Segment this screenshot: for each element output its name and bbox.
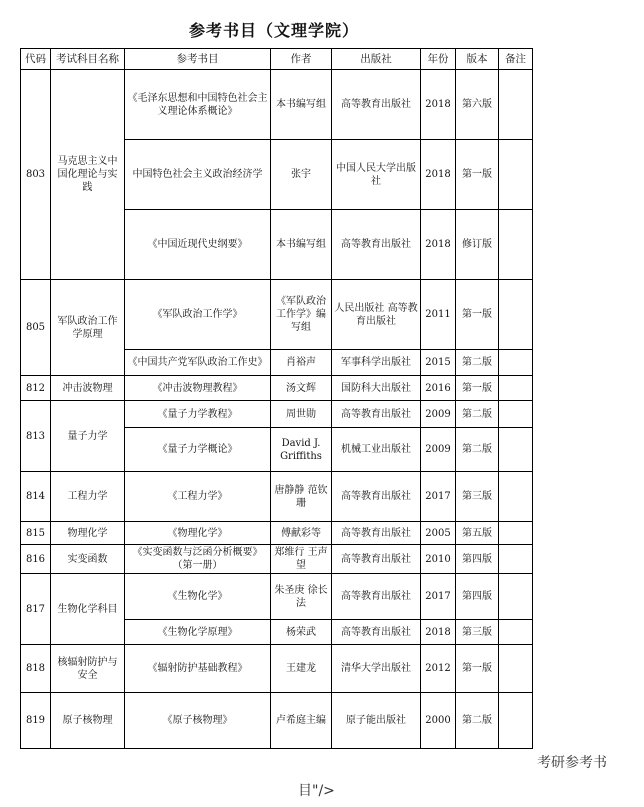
- cell-edition: 第二版: [456, 693, 499, 749]
- cell-publisher: 高等教育出版社: [332, 401, 421, 428]
- cell-year: 2018: [421, 620, 456, 645]
- cell-book-title: 《量子力学概论》: [125, 428, 271, 472]
- cell-subject: 物理化学: [51, 522, 125, 545]
- table-row: [21, 522, 533, 545]
- cell-publisher: 人民出版社 高等教育出版社: [332, 280, 421, 350]
- cell-book-title: 《辐射防护基础教程》: [125, 645, 271, 693]
- cell-code: 814: [21, 472, 51, 522]
- cell-publisher: 高等教育出版社: [332, 620, 421, 645]
- cell-publisher: 高等教育出版社: [332, 522, 421, 545]
- cell-publisher: 原子能出版社: [332, 693, 421, 749]
- header-edition: 版本: [456, 49, 499, 70]
- table-row: [21, 545, 533, 574]
- cell-note: [499, 140, 533, 210]
- cell-edition: 第二版: [456, 428, 499, 472]
- cell-publisher: 高等教育出版社: [332, 574, 421, 620]
- cell-subject: 原子核物理: [51, 693, 125, 749]
- table-row: [21, 472, 533, 522]
- cell-code: 812: [21, 376, 51, 401]
- cell-book-title: 《生物化学》: [125, 574, 271, 620]
- cell-note: [499, 280, 533, 350]
- header-subject: 考试科目名称: [51, 49, 125, 70]
- cell-publisher: 高等教育出版社: [332, 210, 421, 280]
- cell-note: [499, 522, 533, 545]
- cell-note: [499, 210, 533, 280]
- cell-edition: 第四版: [456, 545, 499, 574]
- cell-publisher: 机械工业出版社: [332, 428, 421, 472]
- cell-note: [499, 693, 533, 749]
- cell-year: 2012: [421, 645, 456, 693]
- table-row: [21, 574, 533, 620]
- cell-author: 傅献彩等: [271, 522, 332, 545]
- cell-year: 2000: [421, 693, 456, 749]
- cell-edition: 第一版: [456, 376, 499, 401]
- header-book: 参考书目: [125, 49, 271, 70]
- footer-brand: 考研参考书: [537, 755, 607, 771]
- cell-edition: 第二版: [456, 401, 499, 428]
- cell-author: 周世勋: [271, 401, 332, 428]
- cell-author: 本书编写组: [271, 210, 332, 280]
- table-row: [21, 693, 533, 749]
- cell-year: 2009: [421, 428, 456, 472]
- cell-book-title: 《量子力学教程》: [125, 401, 271, 428]
- cell-edition: 第一版: [456, 280, 499, 350]
- cell-publisher: 军事科学出版社: [332, 350, 421, 376]
- cell-note: [499, 545, 533, 574]
- cell-publisher: 中国人民大学出版社: [332, 140, 421, 210]
- cell-code: 803: [21, 70, 51, 280]
- cell-subject: 马克思主义中国化理论与实践: [51, 70, 125, 280]
- cell-book-title: 《军队政治工作学》: [125, 280, 271, 350]
- cell-edition: 第四版: [456, 574, 499, 620]
- cell-note: [499, 472, 533, 522]
- cell-publisher: 高等教育出版社: [332, 472, 421, 522]
- cell-year: 2015: [421, 350, 456, 376]
- cell-note: [499, 350, 533, 376]
- cell-author: 郑维行 王声望: [271, 545, 332, 574]
- cell-author: 本书编写组: [271, 70, 332, 140]
- cell-note: [499, 620, 533, 645]
- cell-author: 张宇: [271, 140, 332, 210]
- cell-edition: 第一版: [456, 645, 499, 693]
- cell-author: 肖裕声: [271, 350, 332, 376]
- cell-code: 813: [21, 401, 51, 472]
- cell-subject: 工程力学: [51, 472, 125, 522]
- cell-note: [499, 645, 533, 693]
- cell-author: David J. Griffiths: [271, 428, 332, 472]
- cell-year: 2017: [421, 574, 456, 620]
- table-row: [21, 645, 533, 693]
- cell-year: 2009: [421, 401, 456, 428]
- cell-subject: 生物化学科目: [51, 574, 125, 645]
- table-body: [21, 70, 533, 749]
- header-publisher: 出版社: [332, 49, 421, 70]
- cell-year: 2018: [421, 140, 456, 210]
- table-row: [21, 401, 533, 428]
- cell-year: 2010: [421, 545, 456, 574]
- cell-book-title: 《原子核物理》: [125, 693, 271, 749]
- cell-year: 2017: [421, 472, 456, 522]
- cell-code: 819: [21, 693, 51, 749]
- footer-tail: 目"/>: [298, 783, 335, 799]
- cell-note: [499, 574, 533, 620]
- cell-edition: 第二版: [456, 350, 499, 376]
- cell-book-title: 《中国共产党军队政治工作史》: [125, 350, 271, 376]
- cell-edition: 第三版: [456, 620, 499, 645]
- cell-author: 唐静静 范钦珊: [271, 472, 332, 522]
- cell-edition: 第三版: [456, 472, 499, 522]
- cell-author: 卢希庭主编: [271, 693, 332, 749]
- cell-note: [499, 376, 533, 401]
- cell-book-title: 《物理化学》: [125, 522, 271, 545]
- cell-author: 朱圣庚 徐长法: [271, 574, 332, 620]
- table-row: [21, 376, 533, 401]
- table-row: [21, 280, 533, 350]
- cell-note: [499, 70, 533, 140]
- table-header-row: [21, 49, 533, 70]
- cell-publisher: 高等教育出版社: [332, 70, 421, 140]
- cell-note: [499, 401, 533, 428]
- cell-subject: 量子力学: [51, 401, 125, 472]
- page-title: 参考书目（文理学院）: [188, 21, 359, 40]
- header-author: 作者: [271, 49, 332, 70]
- reference-table: [20, 48, 533, 749]
- cell-year: 2016: [421, 376, 456, 401]
- cell-code: 816: [21, 545, 51, 574]
- cell-code: 818: [21, 645, 51, 693]
- cell-code: 805: [21, 280, 51, 376]
- cell-subject: 军队政治工作学原理: [51, 280, 125, 376]
- cell-year: 2005: [421, 522, 456, 545]
- cell-publisher: 高等教育出版社: [332, 545, 421, 574]
- cell-author: 王建龙: [271, 645, 332, 693]
- cell-note: [499, 428, 533, 472]
- cell-code: 815: [21, 522, 51, 545]
- cell-book-title: 《实变函数与泛函分析概要》（第一册）: [125, 545, 271, 574]
- cell-code: 817: [21, 574, 51, 645]
- cell-edition: 第五版: [456, 522, 499, 545]
- header-year: 年份: [421, 49, 456, 70]
- cell-year: 2011: [421, 280, 456, 350]
- cell-book-title: 《生物化学原理》: [125, 620, 271, 645]
- cell-subject: 核辐射防护与安全: [51, 645, 125, 693]
- header-note: 备注: [499, 49, 533, 70]
- cell-author: 杨荣武: [271, 620, 332, 645]
- cell-book-title: 《中国近现代史纲要》: [125, 210, 271, 280]
- cell-author: 汤文辉: [271, 376, 332, 401]
- table-row: [21, 70, 533, 140]
- cell-book-title: 《冲击波物理教程》: [125, 376, 271, 401]
- cell-publisher: 清华大学出版社: [332, 645, 421, 693]
- cell-subject: 冲击波物理: [51, 376, 125, 401]
- cell-edition: 第六版: [456, 70, 499, 140]
- cell-author: 《军队政治工作学》编写组: [271, 280, 332, 350]
- cell-book-title: 中国特色社会主义政治经济学: [125, 140, 271, 210]
- cell-book-title: 《工程力学》: [125, 472, 271, 522]
- cell-publisher: 国防科大出版社: [332, 376, 421, 401]
- cell-book-title: 《毛泽东思想和中国特色社会主义理论体系概论》: [125, 70, 271, 140]
- cell-year: 2018: [421, 70, 456, 140]
- header-code: 代码: [21, 49, 51, 70]
- cell-edition: 修订版: [456, 210, 499, 280]
- cell-subject: 实变函数: [51, 545, 125, 574]
- cell-edition: 第一版: [456, 140, 499, 210]
- cell-year: 2018: [421, 210, 456, 280]
